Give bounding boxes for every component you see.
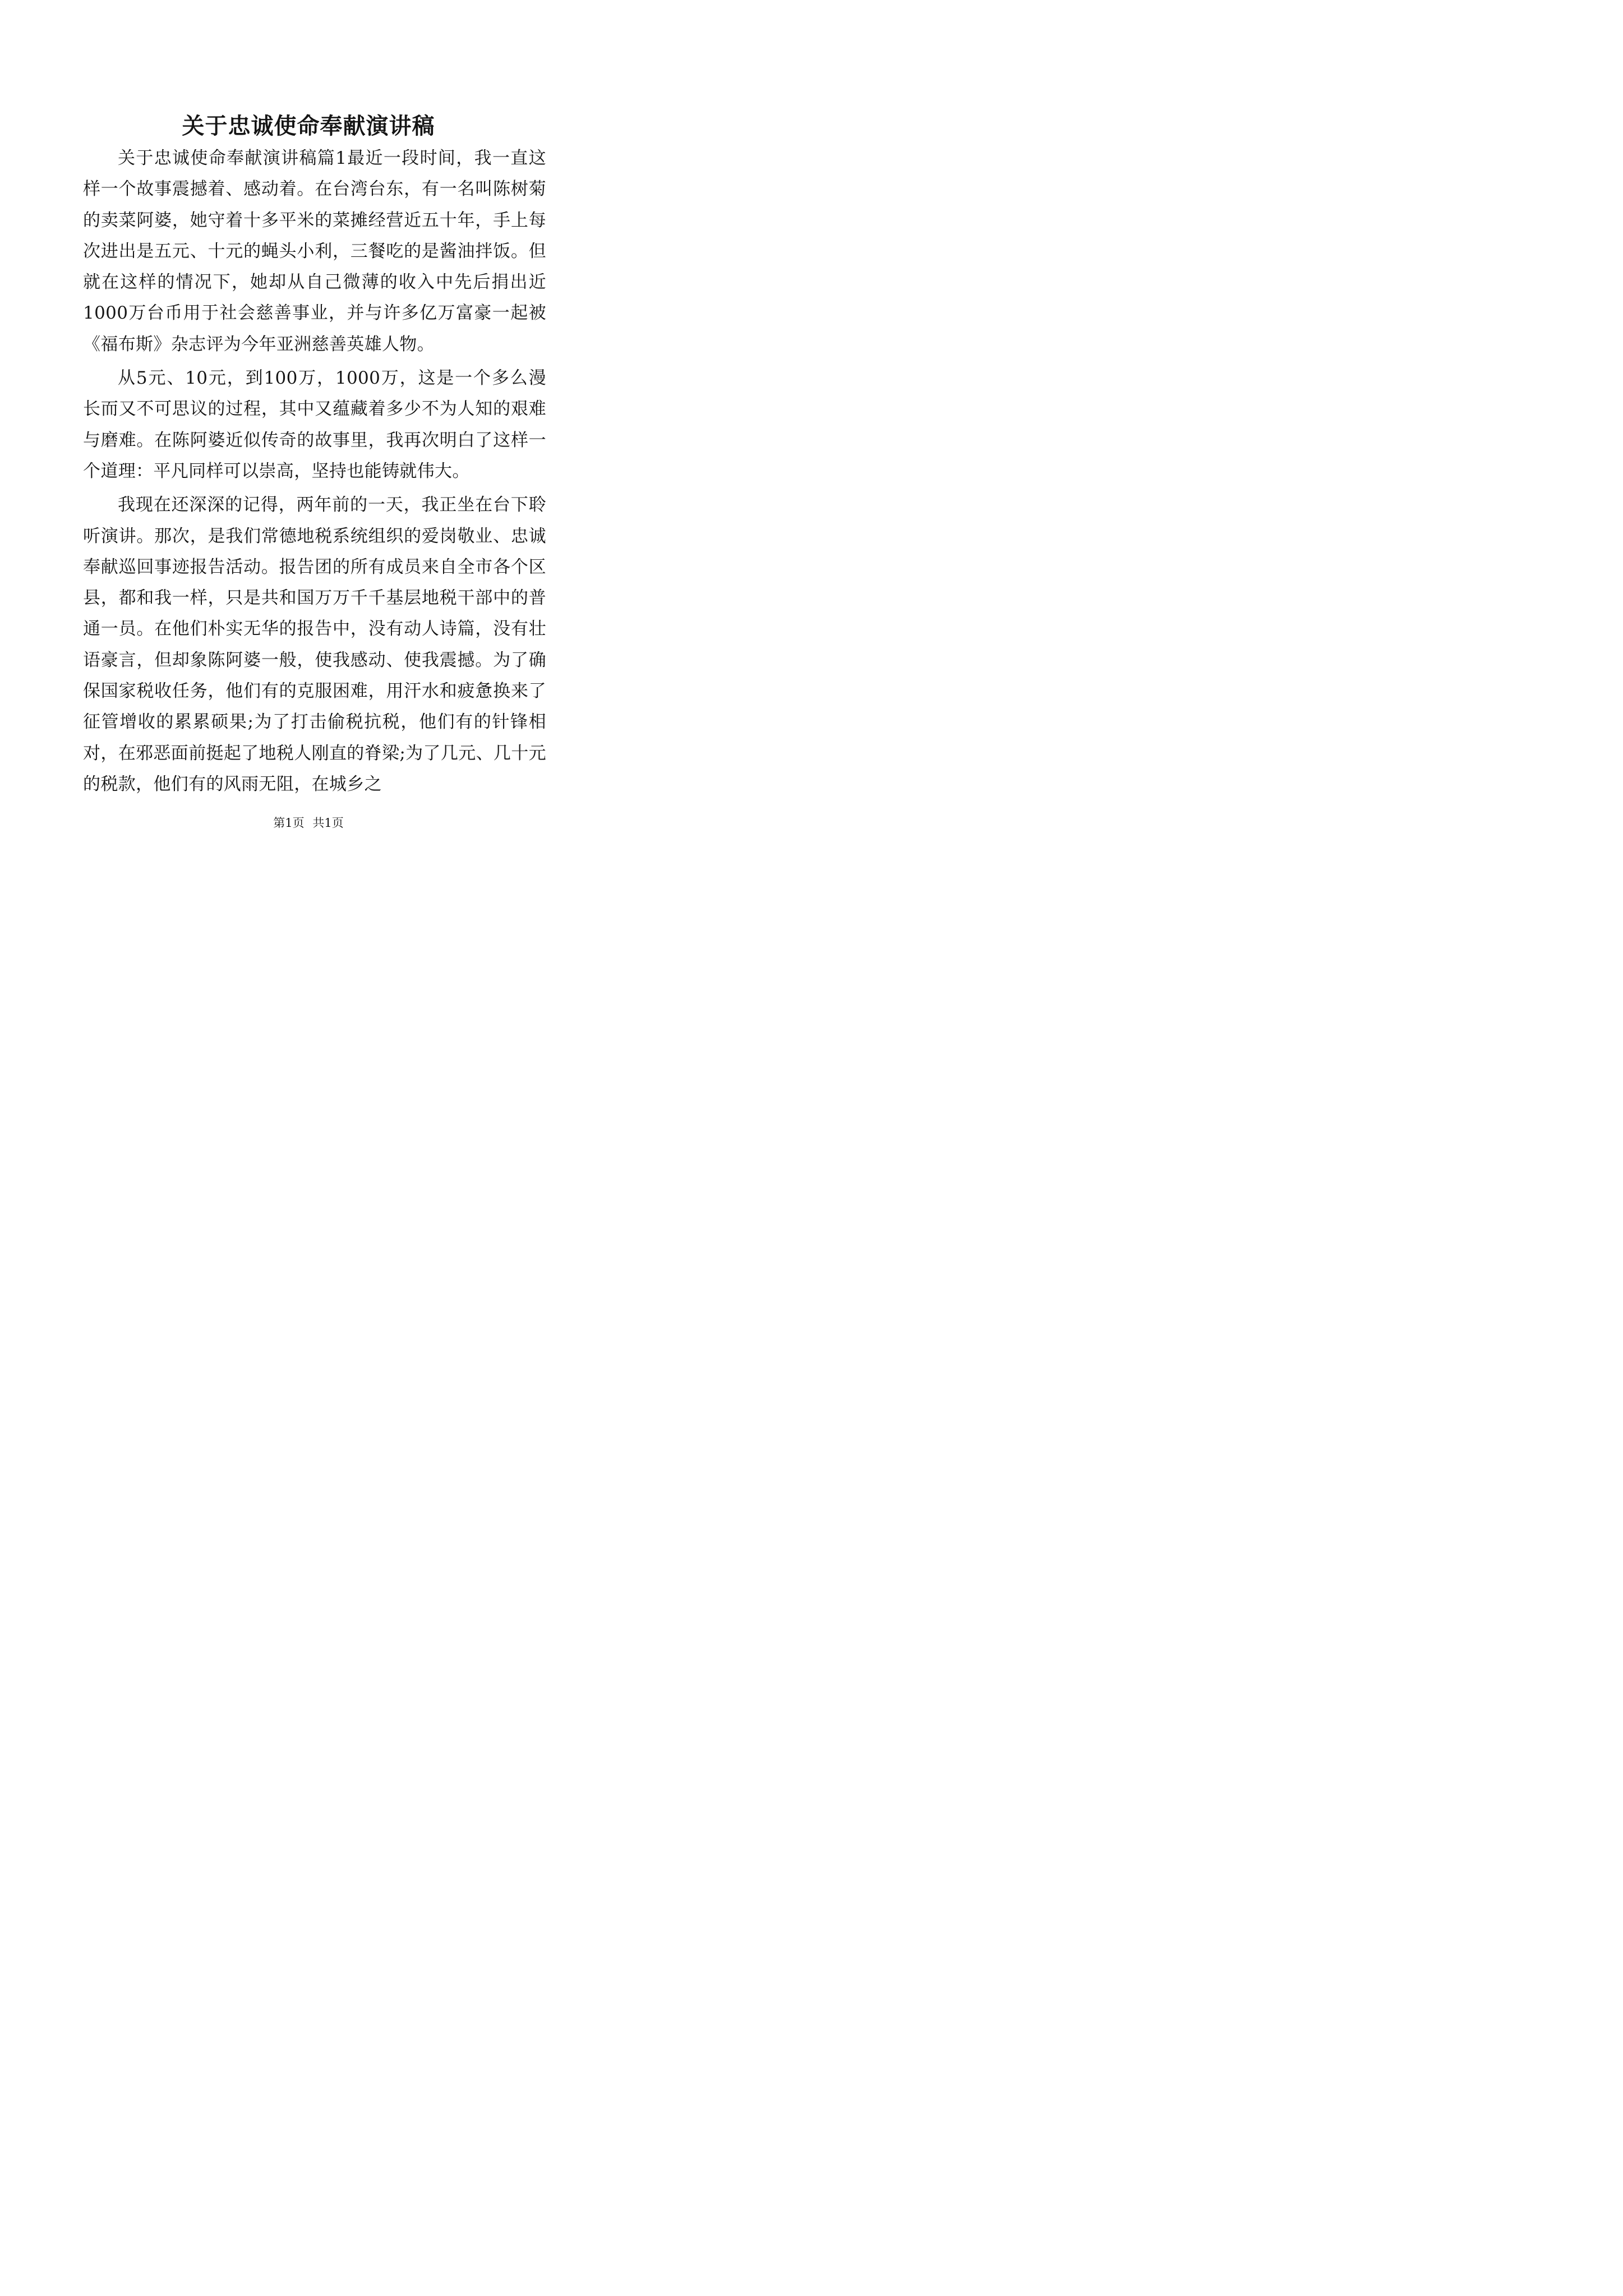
- document-page: [0, 0, 617, 873]
- page-total: 共1页: [312, 816, 344, 830]
- document-title: 关于忠诚使命奉献演讲稿: [182, 113, 435, 139]
- paragraph-2: 从5元、10元，到100万，1000万，这是一个多么漫长而又不可思议的过程，其中又蕴藏着多少不为人知的艰难与磨难。在陈阿婆近似传奇的故事里，我再次明白了这样一个道理：平凡同样可以崇高，坚持也能铸就伟大。: [83, 368, 546, 481]
- document-body: [83, 143, 546, 803]
- page-number: 第1页: [273, 816, 305, 830]
- page-footer: [0, 815, 617, 831]
- paragraph-3: 我现在还深深的记得，两年前的一天，我正坐在台下聆听演讲。那次，是我们常德地税系统组织的爱岗敬业、忠诚奉献巡回事迹报告活动。报告团的所有成员来自全市各个区县，都和我一样，只是共和国万万千千基层地税干部中的普通一员。在他们朴实无华的报告中，没有动人诗篇，没有壮语豪言，但却象陈阿婆一般，使我感动、使我震撼。为了确保国家税收任务，他们有的克服困难，用汗水和疲惫换来了征管增收的累累硕果;为了打击偷税抗税，他们有的针锋相对，在邪恶面前挺起了地税人刚直的脊梁;为了几元、几十元的税款，他们有的风雨无阻，在城乡之: [83, 495, 546, 794]
- paragraph-1: 关于忠诚使命奉献演讲稿篇1最近一段时间，我一直这样一个故事震撼着、感动着。在台湾台东，有一名叫陈树菊的卖菜阿婆，她守着十多平米的菜摊经营近五十年，手上每次进出是五元、十元的蝇头小利，三餐吃的是酱油拌饭。但就在这样的情况下，她却从自己微薄的收入中先后捐出近1000万台币用于社会慈善事业，并与许多亿万富豪一起被《福布斯》杂志评为今年亚洲慈善英雄人物。: [83, 148, 546, 355]
